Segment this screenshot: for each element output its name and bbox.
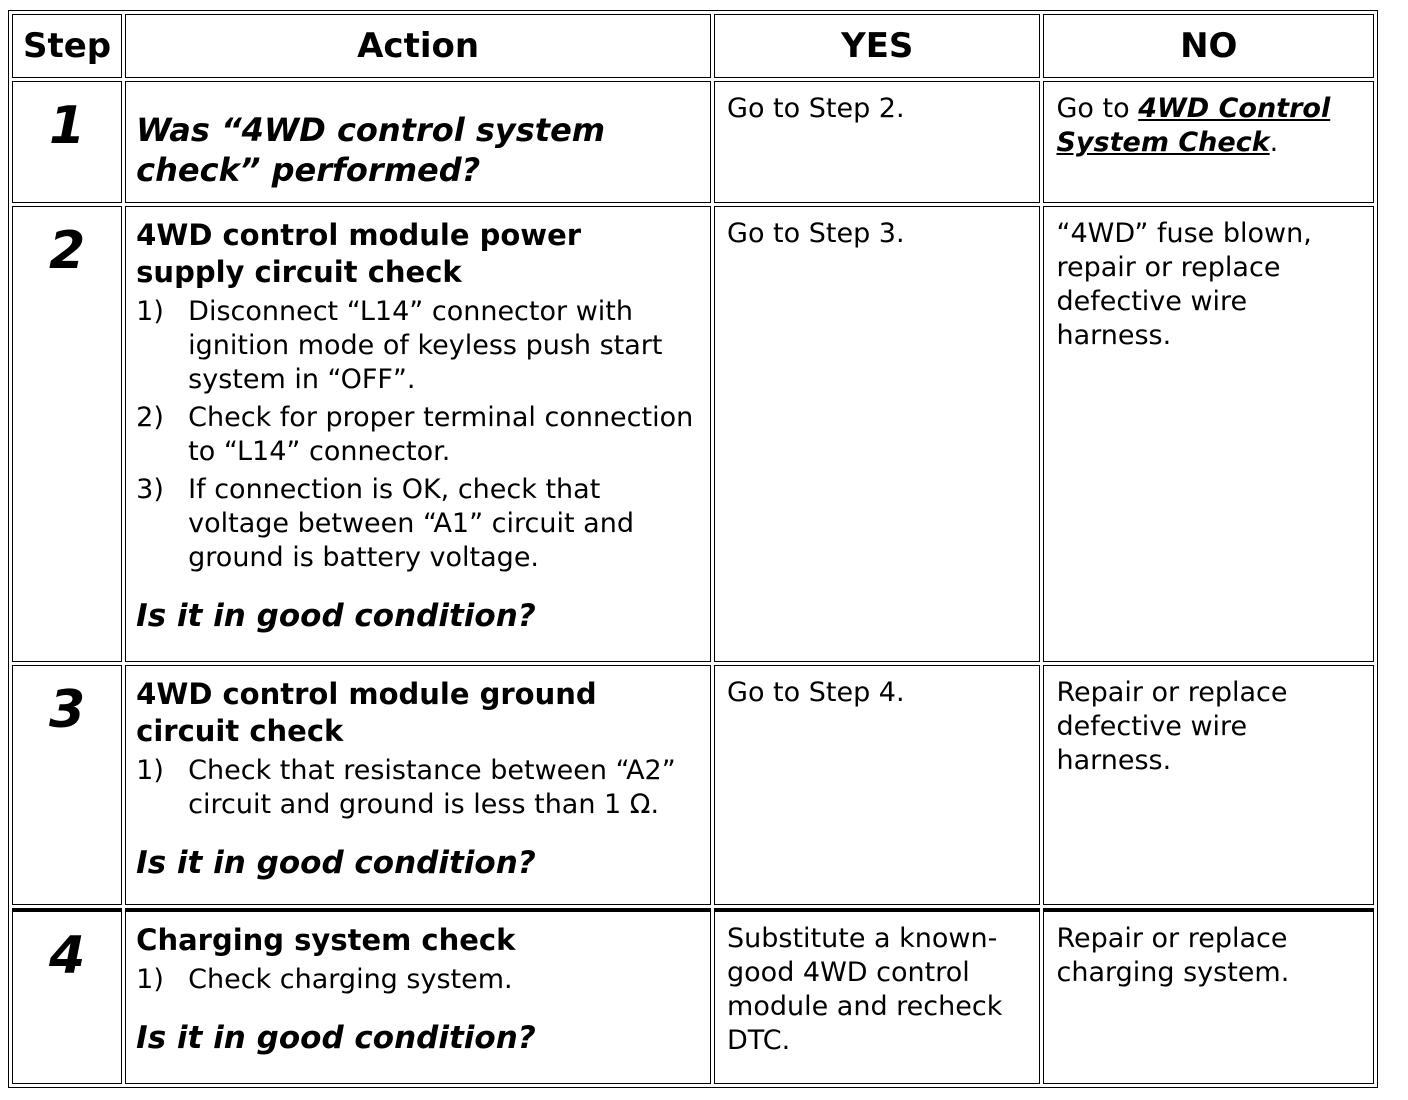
substep-text: If connection is OK, check that voltage between “A1” circuit and ground is battery voltage. xyxy=(188,474,634,573)
action-cell xyxy=(125,665,711,905)
action-cell xyxy=(125,206,711,662)
substep-number: 1) xyxy=(136,964,164,995)
diagnostic-steps-table xyxy=(8,10,1378,1088)
yes-cell: Go to Step 4. xyxy=(714,665,1040,905)
list-item xyxy=(136,401,698,469)
step-number: 2 xyxy=(12,206,122,662)
step-number: 3 xyxy=(12,665,122,905)
substep-text: Disconnect “L14” connector with ignition mode of keyless push start system in “OFF”. xyxy=(188,296,663,395)
4wd-control-system-check-link[interactable]: 4WD Control System Check xyxy=(1056,93,1331,158)
table-row xyxy=(12,665,1374,905)
substep-text: Check charging system. xyxy=(188,964,513,995)
list-item xyxy=(136,295,698,397)
yes-cell: Go to Step 2. xyxy=(714,81,1040,203)
no-cell xyxy=(1043,81,1374,203)
table-row xyxy=(12,908,1374,1084)
condition-question: Is it in good condition? xyxy=(136,1020,536,1056)
list-item xyxy=(136,963,698,997)
step-title: 4WD control module ground circuit check xyxy=(136,677,597,748)
table-row xyxy=(12,81,1374,203)
action-cell xyxy=(125,908,711,1084)
substep-list xyxy=(136,754,698,822)
substep-list xyxy=(136,295,698,575)
substep-number: 1) xyxy=(136,755,164,786)
step-title: Charging system check xyxy=(136,923,516,957)
no-suffix: . xyxy=(1269,127,1279,158)
header-no: NO xyxy=(1043,14,1374,78)
condition-question: Is it in good condition? xyxy=(136,845,536,881)
substep-number: 3) xyxy=(136,474,164,505)
substep-text: Check that resistance between “A2” circuit and ground is less than 1 Ω. xyxy=(188,755,676,820)
substep-number: 2) xyxy=(136,402,164,433)
substep-list xyxy=(136,963,698,997)
no-cell: Repair or replace charging system. xyxy=(1043,908,1374,1084)
step-number: 1 xyxy=(12,81,122,203)
no-prefix: Go to xyxy=(1056,93,1139,124)
step-number: 4 xyxy=(12,908,122,1084)
list-item xyxy=(136,754,698,822)
header-action: Action xyxy=(125,14,711,78)
list-item xyxy=(136,473,698,575)
substep-number: 1) xyxy=(136,296,164,327)
no-cell: Repair or replace defective wire harness. xyxy=(1043,665,1374,905)
step-title: 4WD control module power supply circuit check xyxy=(136,218,582,289)
no-cell: “4WD” fuse blown, repair or replace defective wire harness. xyxy=(1043,206,1374,662)
action-question: Was “4WD control system check” performed? xyxy=(136,111,606,189)
header-yes: YES xyxy=(714,14,1040,78)
header-step: Step xyxy=(12,14,122,78)
substep-text: Check for proper terminal connection to “L14” connector. xyxy=(188,402,694,467)
yes-cell: Substitute a known-good 4WD control module and recheck DTC. xyxy=(714,908,1040,1084)
header-row xyxy=(12,14,1374,78)
action-cell xyxy=(125,81,711,203)
table-row xyxy=(12,206,1374,662)
condition-question: Is it in good condition? xyxy=(136,598,536,634)
yes-cell: Go to Step 3. xyxy=(714,206,1040,662)
